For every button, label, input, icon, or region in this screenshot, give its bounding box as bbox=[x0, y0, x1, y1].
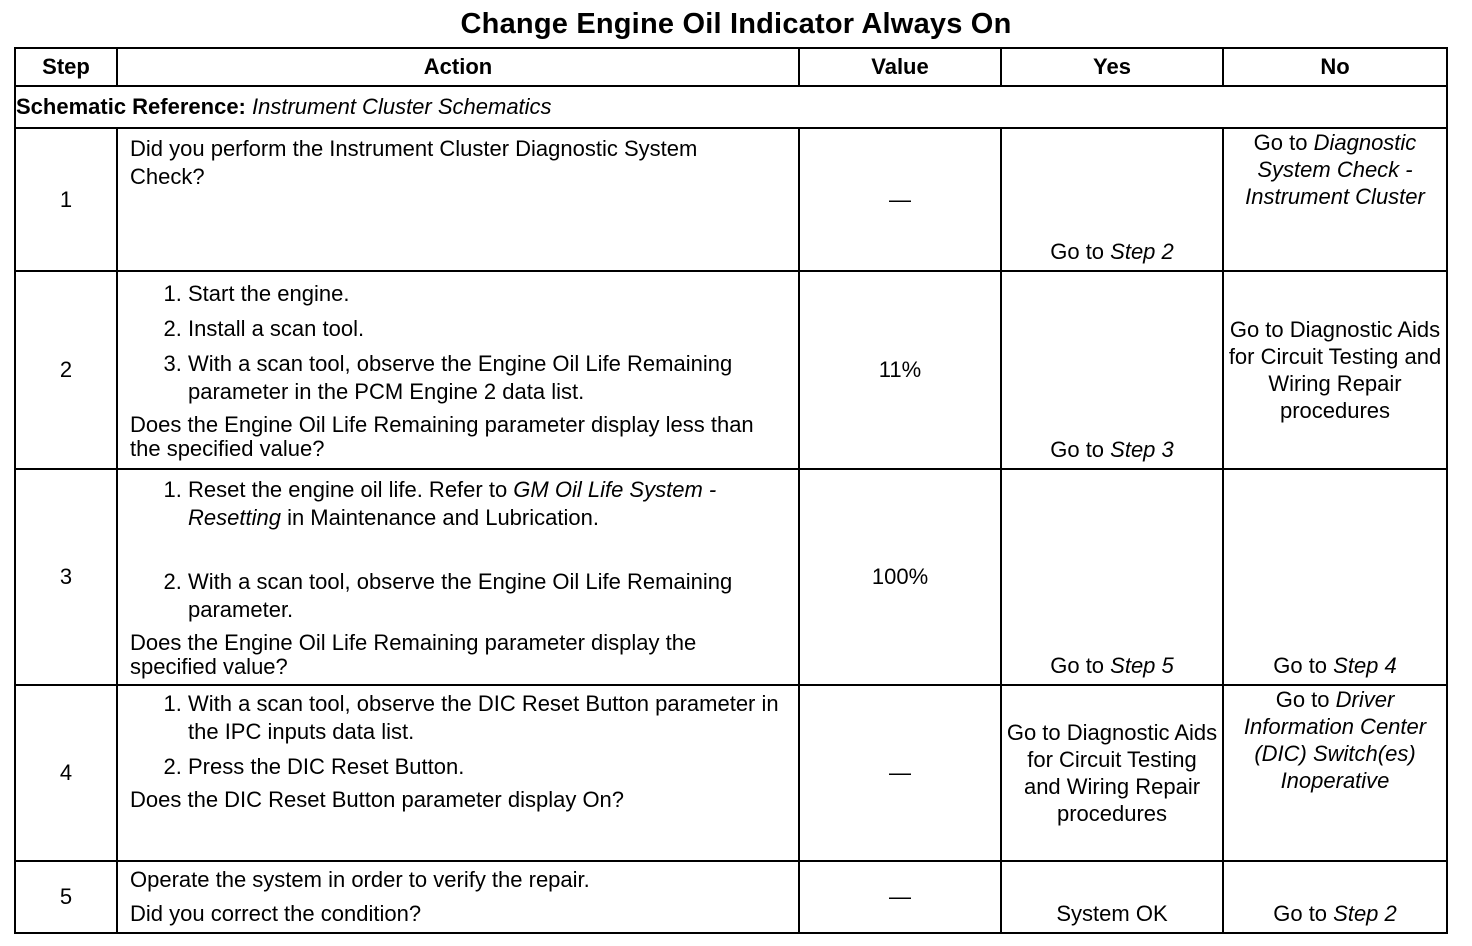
action-step: 1. Start the engine. bbox=[188, 280, 788, 308]
action-step bbox=[188, 476, 788, 532]
header-value: Value bbox=[799, 48, 1001, 86]
action-question: Does the Engine Oil Life Remaining parameter display less than the specified value? bbox=[130, 411, 754, 461]
action-steps bbox=[130, 690, 788, 781]
step-number: 5 bbox=[15, 861, 117, 933]
no-prefix: Go to bbox=[1253, 130, 1314, 155]
yes-text[interactable]: Go to Diagnostic Aids for Circuit Testing and Wiring Repair procedures bbox=[1006, 720, 1218, 826]
yes-cell bbox=[1001, 271, 1223, 469]
yes-cell[interactable]: System OK bbox=[1001, 861, 1223, 933]
action-text: Operate the system in order to verify the repair. bbox=[130, 867, 590, 892]
action-question: Does the DIC Reset Button parameter display On? bbox=[130, 787, 625, 812]
yes-cell bbox=[1001, 685, 1223, 861]
schematic-reference-row bbox=[15, 86, 1447, 128]
action-cell bbox=[117, 685, 799, 861]
no-link[interactable]: Step 2 bbox=[1333, 901, 1397, 926]
action-steps bbox=[130, 476, 788, 624]
yes-cell bbox=[1001, 128, 1223, 271]
yes-prefix: Go to bbox=[1050, 437, 1111, 462]
header-no: No bbox=[1223, 48, 1447, 86]
diagnostic-table bbox=[14, 47, 1448, 934]
no-cell bbox=[1223, 469, 1447, 685]
no-text[interactable]: Go to Diagnostic Aids for Circuit Testing and Wiring Repair procedures bbox=[1228, 317, 1442, 423]
schematic-reference-link[interactable]: Instrument Cluster Schematics bbox=[252, 94, 552, 119]
action-cell bbox=[117, 861, 799, 933]
action-steps bbox=[130, 280, 788, 406]
table-row bbox=[15, 271, 1447, 469]
no-prefix: Go to bbox=[1273, 653, 1334, 678]
header-step: Step bbox=[15, 48, 117, 86]
yes-prefix: Go to bbox=[1050, 239, 1111, 264]
yes-prefix: Go to bbox=[1050, 653, 1111, 678]
action-cell bbox=[117, 128, 799, 271]
action-step: 1. With a scan tool, observe the DIC Reset Button parameter in the IPC inputs data list. bbox=[188, 690, 788, 746]
value-cell: 100% bbox=[799, 469, 1001, 685]
action-cell bbox=[117, 469, 799, 685]
table-row bbox=[15, 128, 1447, 271]
action-cell bbox=[117, 271, 799, 469]
action-step: 2. Install a scan tool. bbox=[188, 315, 788, 343]
yes-link[interactable]: Step 3 bbox=[1110, 437, 1174, 462]
action-step: 2. Press the DIC Reset Button. bbox=[188, 753, 788, 781]
value-cell: — bbox=[799, 861, 1001, 933]
value-cell: — bbox=[799, 128, 1001, 271]
yes-cell bbox=[1001, 469, 1223, 685]
no-prefix: Go to bbox=[1273, 901, 1334, 926]
action-step-link[interactable]: GM Oil Life System - Resetting bbox=[188, 476, 717, 530]
action-step-text: Reset the engine oil life. Refer to bbox=[188, 476, 514, 502]
no-link[interactable]: Driver Information Center (DIC) Switch(es) Inoperative bbox=[1243, 687, 1427, 793]
no-link[interactable]: Diagnostic System Check - Instrument Cluster bbox=[1245, 130, 1425, 209]
table-header-row bbox=[15, 48, 1447, 86]
action-question: Did you correct the condition? bbox=[130, 901, 422, 926]
action-step-text: in Maintenance and Lubrication. bbox=[280, 504, 599, 530]
schematic-reference bbox=[15, 86, 1447, 128]
no-link[interactable]: Step 4 bbox=[1333, 653, 1397, 678]
no-cell bbox=[1223, 861, 1447, 933]
step-number: 4 bbox=[15, 685, 117, 861]
yes-link[interactable]: Step 5 bbox=[1110, 653, 1174, 678]
value-cell: — bbox=[799, 685, 1001, 861]
table-row bbox=[15, 861, 1447, 933]
action-text: Did you perform the Instrument Cluster Diagnostic System Check? bbox=[130, 136, 698, 189]
action-step: 3. With a scan tool, observe the Engine Oil Life Remaining parameter in the PCM Engine 2 data list. bbox=[188, 350, 788, 406]
no-cell bbox=[1223, 271, 1447, 469]
table-row bbox=[15, 685, 1447, 861]
no-cell bbox=[1223, 685, 1447, 861]
no-prefix: Go to bbox=[1275, 687, 1336, 712]
table-row bbox=[15, 469, 1447, 685]
schematic-reference-label: Schematic Reference: bbox=[16, 94, 246, 119]
yes-link[interactable]: Step 2 bbox=[1110, 239, 1174, 264]
action-question: Does the Engine Oil Life Remaining parameter display the specified value? bbox=[130, 629, 697, 679]
action-step: 2. With a scan tool, observe the Engine Oil Life Remaining parameter. bbox=[188, 568, 788, 624]
step-number: 2 bbox=[15, 271, 117, 469]
no-cell bbox=[1223, 128, 1447, 271]
step-number: 1 bbox=[15, 128, 117, 271]
header-action: Action bbox=[117, 48, 799, 86]
header-yes: Yes bbox=[1001, 48, 1223, 86]
step-number: 3 bbox=[15, 469, 117, 685]
page-title: Change Engine Oil Indicator Always On bbox=[460, 8, 1012, 40]
value-cell: 11% bbox=[799, 271, 1001, 469]
